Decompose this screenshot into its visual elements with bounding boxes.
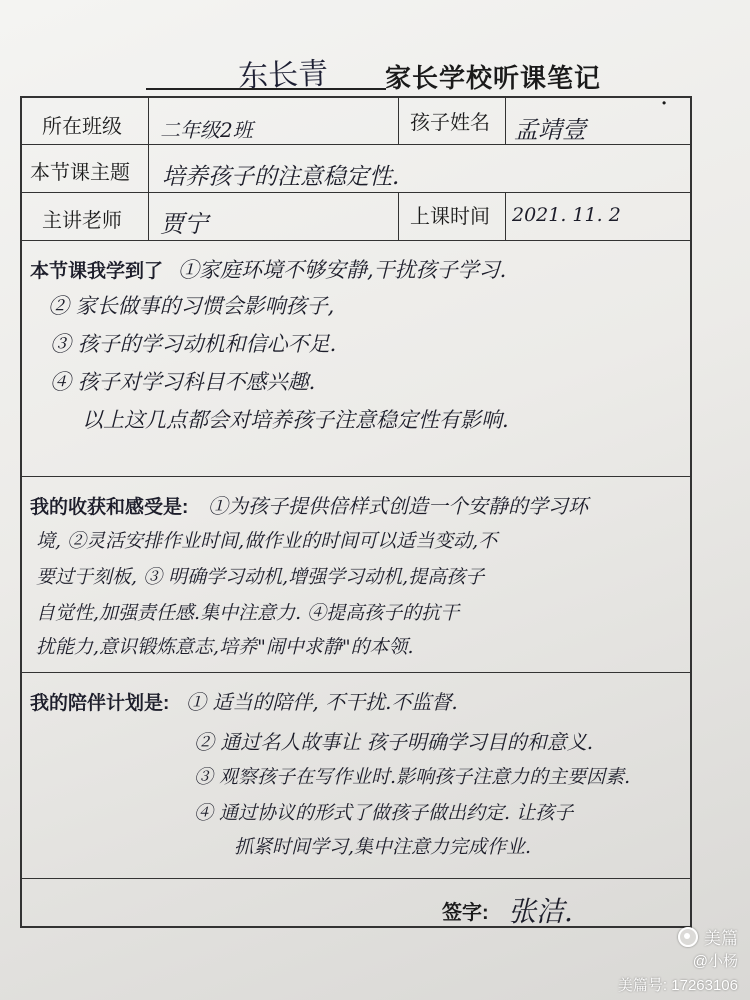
watermark-brand xyxy=(678,924,738,949)
learned-label: 本节课我学到了 xyxy=(30,261,164,282)
signature-value: 张洁. xyxy=(508,895,573,928)
child-name-label: 孩子姓名 xyxy=(410,112,490,134)
divider xyxy=(20,878,692,879)
gains-line: 要过于刻板, ③ 明确学习动机,增强学习动机,提高孩子 xyxy=(36,566,485,588)
page-title: 家长学校听课笔记 xyxy=(385,63,602,93)
watermark-id: 美篇号: 17263106 xyxy=(617,977,738,994)
divider xyxy=(20,672,692,673)
watermark-user: @小杨 xyxy=(692,953,738,970)
divider xyxy=(20,240,692,241)
divider xyxy=(505,96,506,144)
divider xyxy=(20,192,692,193)
header-underline xyxy=(146,88,386,90)
learned-line: ①家庭环境不够安静,干扰孩子学习. xyxy=(178,258,507,282)
plan-label: 我的陪伴计划是: xyxy=(30,693,170,714)
divider xyxy=(398,96,399,144)
divider xyxy=(20,144,692,145)
plan-line: 抓紧时间学习,集中注意力完成作业. xyxy=(234,836,532,858)
teacher-value: 贾宁 xyxy=(160,210,208,238)
plan-line: ④ 通过协议的形式了做孩子做出约定. 让孩子 xyxy=(194,802,574,824)
learned-line: ④ 孩子对学习科目不感兴趣. xyxy=(50,370,316,394)
divider xyxy=(20,476,692,477)
header-name: 东长青 xyxy=(237,56,329,95)
gains-label: 我的收获和感受是: xyxy=(30,497,189,518)
plan-line: ③ 观察孩子在写作业时.影响孩子注意力的主要因素. xyxy=(194,766,631,788)
class-time-value: 2021. 11. 2 xyxy=(512,204,621,226)
learned-line: ③ 孩子的学习动机和信心不足. xyxy=(50,332,337,356)
gains-line: 扰能力,意识锻炼意志,培养"闹中求静"的本领. xyxy=(36,636,414,658)
class-value: 二年级2班 xyxy=(160,118,253,142)
watermark-brand-text: 美篇 xyxy=(704,929,738,948)
signature-label: 签字: xyxy=(442,902,489,924)
divider xyxy=(148,144,149,192)
gains-line: 自觉性,加强责任感.集中注意力. ④提高孩子的抗干 xyxy=(36,602,460,624)
gains-line: ①为孩子提供倍样式创造一个安静的学习环 xyxy=(208,494,588,518)
learned-line: 以上这几点都会对培养孩子注意稳定性有影响. xyxy=(82,408,509,432)
plan-line: ① 适当的陪伴, 不干扰.不监督. xyxy=(186,690,458,714)
divider xyxy=(398,192,399,240)
class-time-label: 上课时间 xyxy=(410,206,490,228)
ink-mark: • xyxy=(662,96,667,110)
topic-label: 本节课主题 xyxy=(30,162,130,184)
divider xyxy=(505,192,506,240)
divider xyxy=(148,192,149,240)
class-label: 所在班级 xyxy=(42,116,122,138)
divider xyxy=(148,96,149,144)
teacher-label: 主讲老师 xyxy=(42,210,122,232)
topic-value: 培养孩子的注意稳定性. xyxy=(162,164,400,190)
meipian-logo-icon xyxy=(678,927,698,947)
learned-line: ② 家长做事的习惯会影响孩子, xyxy=(48,294,335,318)
gains-line: 境, ②灵活安排作业时间,做作业的时间可以适当变动,不 xyxy=(36,530,498,552)
child-name-value: 孟靖壹 xyxy=(514,116,586,144)
plan-line: ② 通过名人故事让 孩子明确学习目的和意义. xyxy=(194,730,594,754)
